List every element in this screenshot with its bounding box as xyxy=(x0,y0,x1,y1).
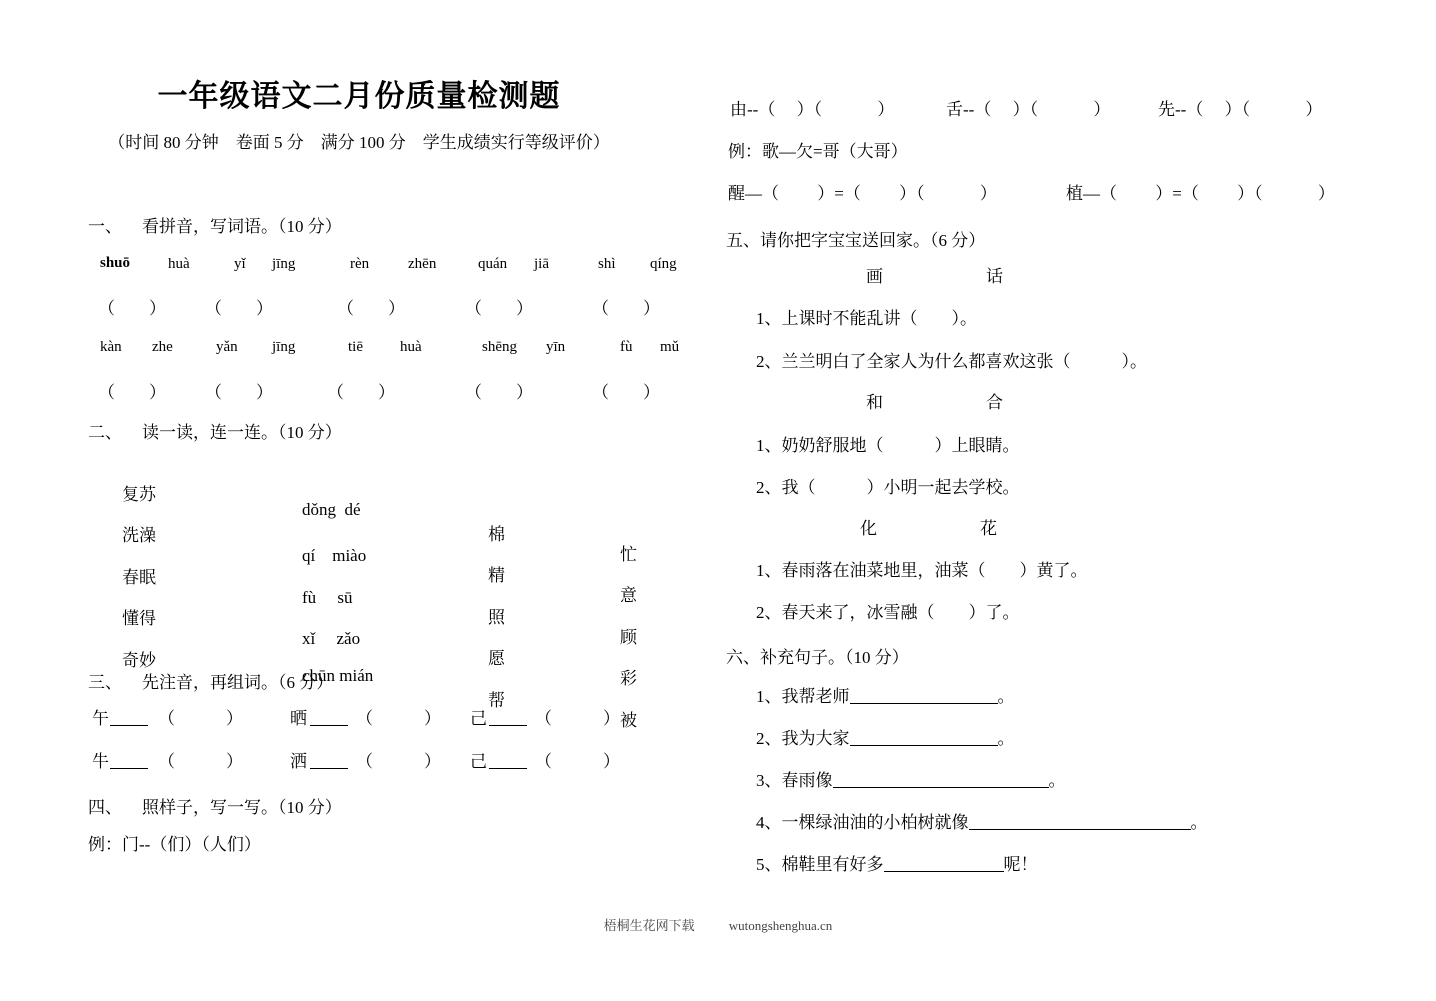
pinyin-ren: rèn xyxy=(350,256,370,272)
six-item-1-num: 1、 xyxy=(756,687,782,707)
match-word-3[interactable]: 春眠 xyxy=(122,568,156,587)
section-four-heading xyxy=(88,793,342,818)
match-char4-3[interactable]: 顾 xyxy=(620,628,637,647)
match-char4-2[interactable]: 意 xyxy=(620,586,637,605)
pinyin-yan: yǎn xyxy=(216,339,238,355)
pinyin-sheng: shēng xyxy=(482,339,517,355)
answer-slot-2-2[interactable]: （ ） xyxy=(205,383,273,402)
zhuyin-paren-1-2[interactable]: （ ） xyxy=(356,709,441,728)
zhuyin-blank-2-1[interactable] xyxy=(110,753,148,769)
five-group1-char-a[interactable]: 画 xyxy=(866,267,883,286)
match-char3-5[interactable]: 帮 xyxy=(488,691,505,710)
match-pinyin-2[interactable]: qí miào xyxy=(302,546,367,565)
section-four-example: 例：门--（们）（人们） xyxy=(88,835,261,854)
six-item-5-num: 5、 xyxy=(756,855,782,875)
four-row1-char3[interactable]: 先--（ ）（ ） xyxy=(1158,100,1323,119)
six-item-2-text: 我为大家 xyxy=(781,729,850,749)
zhuyin-blank-1-2[interactable] xyxy=(310,710,348,726)
zhuyin-char-2-2[interactable]: 洒 xyxy=(290,752,307,771)
six-item-4-after: 。 xyxy=(1190,813,1208,833)
answer-slot-2-1[interactable]: （ ） xyxy=(98,383,166,402)
match-char4-1[interactable]: 忙 xyxy=(620,545,637,564)
match-char4-5[interactable]: 被 xyxy=(620,711,637,730)
pinyin-kan: kàn xyxy=(100,339,122,355)
zhuyin-paren-1-3[interactable]: （ ） xyxy=(535,709,620,728)
pinyin-shi: shì xyxy=(598,256,616,272)
five-group1-item-2[interactable]: 2、兰兰明白了全家人为什么都喜欢这张（ ）。 xyxy=(756,352,1147,371)
match-word-5[interactable]: 奇妙 xyxy=(122,651,156,670)
zhuyin-char-1-3[interactable]: 己 xyxy=(470,709,487,728)
pinyin-tie: tiē xyxy=(348,339,363,355)
five-group2-item-1[interactable]: 1、奶奶舒服地（ ）上眼睛。 xyxy=(756,436,1020,455)
match-char3-3[interactable]: 照 xyxy=(488,608,505,627)
answer-slot-1-5[interactable]: （ ） xyxy=(592,299,660,318)
five-group3-item-1[interactable]: 1、春雨落在油菜地里，油菜（ ）黄了。 xyxy=(756,561,1088,580)
six-item-4[interactable] xyxy=(756,813,1208,831)
six-item-1-text: 我帮老师 xyxy=(781,687,850,707)
six-item-5-after: 呢！ xyxy=(1003,855,1038,875)
pinyin-jia: jiā xyxy=(534,256,549,272)
footer xyxy=(0,915,1436,934)
five-group3-char-b[interactable]: 花 xyxy=(980,519,997,538)
six-item-5[interactable] xyxy=(756,855,1038,873)
pinyin-quan: quán xyxy=(478,256,508,272)
zhuyin-paren-1-1[interactable]: （ ） xyxy=(158,709,243,728)
zhuyin-blank-1-3[interactable] xyxy=(489,710,527,726)
five-group3-item-2[interactable]: 2、春天来了，冰雪融（ ）了。 xyxy=(756,603,1020,622)
six-item-2-after: 。 xyxy=(997,729,1015,749)
pinyin-yin: yīn xyxy=(546,339,566,355)
five-group2-char-b[interactable]: 合 xyxy=(986,393,1003,412)
footer-site: wutongshenghua.cn xyxy=(728,918,833,933)
six-item-2[interactable] xyxy=(756,729,1015,747)
match-pinyin-4[interactable]: xǐ zǎo xyxy=(302,629,361,648)
section-three-number: 三、 xyxy=(88,673,122,692)
match-char3-2[interactable]: 精 xyxy=(488,566,505,585)
section-three-heading xyxy=(88,668,333,693)
section-five-heading xyxy=(726,226,985,251)
section-two-number: 二、 xyxy=(88,423,122,442)
section-four-number: 四、 xyxy=(88,798,122,817)
six-item-3-num: 3、 xyxy=(756,771,782,791)
answer-slot-1-4[interactable]: （ ） xyxy=(465,299,533,318)
answer-slot-2-4[interactable]: （ ） xyxy=(465,383,533,402)
six-item-2-blank[interactable] xyxy=(850,729,998,746)
four-char-xian: 先 xyxy=(1158,100,1175,119)
zhuyin-blank-2-3[interactable] xyxy=(489,753,527,769)
zhuyin-blank-2-2[interactable] xyxy=(310,753,348,769)
answer-slot-2-3[interactable]: （ ） xyxy=(327,383,395,402)
pinyin-fu: fù xyxy=(620,339,633,355)
four-char-xing: 醒 xyxy=(728,184,745,203)
section-six-heading xyxy=(726,643,909,668)
match-pinyin-3[interactable]: fù sū xyxy=(302,588,353,607)
page-title: 一年级语文二月份质量检测题 xyxy=(157,80,561,113)
six-item-3-after: 。 xyxy=(1048,771,1066,791)
six-item-4-text: 一棵绿油油的小柏树就像 xyxy=(781,813,969,833)
six-item-1-blank[interactable] xyxy=(850,687,998,704)
zhuyin-char-2-3[interactable]: 己 xyxy=(470,752,487,771)
five-group1-char-b[interactable]: 话 xyxy=(986,267,1003,286)
six-item-4-blank[interactable] xyxy=(969,813,1191,830)
zhuyin-blank-1-1[interactable] xyxy=(110,710,148,726)
right-column xyxy=(718,0,1436,1001)
pinyin-hua-2: huà xyxy=(400,339,422,355)
section-four-title: 照样子，写一写。（10 分） xyxy=(142,798,342,817)
five-group2-item-2[interactable]: 2、我（ ）小明一起去学校。 xyxy=(756,478,1020,497)
four-row1-char1[interactable]: 由--（ ）（ ） xyxy=(730,100,895,119)
four-row2-char1[interactable]: 醒—（ ）=（ ）（ ） xyxy=(728,184,997,203)
six-item-3-text: 春雨像 xyxy=(781,771,833,791)
section-five-number: 五、 xyxy=(726,231,760,250)
six-item-1[interactable] xyxy=(756,687,1015,705)
section-one-number: 一、 xyxy=(88,217,122,236)
pinyin-zhen: zhēn xyxy=(408,256,437,272)
section-one-title: 看拼音，写词语。（10 分） xyxy=(142,217,342,236)
four-row1-char2[interactable]: 舌--（ ）（ ） xyxy=(946,100,1111,119)
answer-slot-1-2[interactable]: （ ） xyxy=(205,299,273,318)
section-two-heading xyxy=(88,418,342,443)
answer-slot-1-3[interactable]: （ ） xyxy=(337,299,405,318)
pinyin-qing: qíng xyxy=(650,256,677,272)
four-char-she: 舌 xyxy=(946,100,963,119)
pinyin-mu: mǔ xyxy=(660,339,680,355)
five-group1-item-1[interactable]: 1、上课时不能乱讲（ ）。 xyxy=(756,309,977,328)
six-item-5-blank[interactable] xyxy=(884,855,1004,872)
section-one-heading xyxy=(88,212,342,237)
pinyin-yi: yǐ xyxy=(234,256,246,272)
pinyin-shuo: shuō xyxy=(100,255,131,271)
section-five-title: 请你把字宝宝送回家。（6 分） xyxy=(760,231,986,250)
section-three-title: 先注音，再组词。（6 分） xyxy=(142,673,334,692)
zhuyin-char-1-1[interactable]: 午 xyxy=(92,709,109,728)
six-item-3-blank[interactable] xyxy=(833,771,1049,788)
section-six-number: 六、 xyxy=(726,648,760,667)
match-word-4[interactable]: 懂得 xyxy=(122,609,156,628)
answer-slot-1-1[interactable]: （ ） xyxy=(98,299,166,318)
page-subtitle: （时间 80 分钟 卷面 5 分 满分 100 分 学生成绩实行等级评价） xyxy=(108,133,610,152)
six-item-4-num: 4、 xyxy=(756,813,782,833)
match-word-2[interactable]: 洗澡 xyxy=(122,526,156,545)
match-char4-4[interactable]: 彩 xyxy=(620,669,637,688)
six-item-2-num: 2、 xyxy=(756,729,782,749)
pinyin-zhe: zhe xyxy=(152,339,173,355)
six-item-3[interactable] xyxy=(756,771,1066,789)
section-two-title: 读一读，连一连。（10 分） xyxy=(142,423,342,442)
pinyin-hua: huà xyxy=(168,256,190,272)
six-item-1-after: 。 xyxy=(997,687,1015,707)
section-six-title: 补充句子。（10 分） xyxy=(760,648,909,667)
zhuyin-char-2-1[interactable]: 牛 xyxy=(92,752,109,771)
zhuyin-paren-2-2[interactable]: （ ） xyxy=(356,752,441,771)
four-row2-char2[interactable]: 植—（ ）=（ ）（ ） xyxy=(1066,184,1335,203)
six-item-5-text: 棉鞋里有好多 xyxy=(781,855,884,875)
section-four-example-2: 例：歌—欠=哥（大哥） xyxy=(728,142,908,161)
zhuyin-paren-2-3[interactable]: （ ） xyxy=(535,752,620,771)
four-char-you: 由 xyxy=(730,100,747,119)
match-char3-4[interactable]: 愿 xyxy=(488,649,505,668)
four-char-zhi: 植 xyxy=(1066,184,1083,203)
five-group2-char-a[interactable]: 和 xyxy=(866,393,883,412)
five-group3-char-a[interactable]: 化 xyxy=(860,519,877,538)
zhuyin-paren-2-1[interactable]: （ ） xyxy=(158,752,243,771)
zhuyin-char-1-2[interactable]: 晒 xyxy=(290,709,307,728)
match-word-1[interactable]: 复苏 xyxy=(122,485,156,504)
pinyin-jing: jīng xyxy=(272,256,296,272)
match-pinyin-5[interactable]: chūn mián xyxy=(302,666,374,685)
match-pinyin-1[interactable]: dǒng dé xyxy=(302,500,361,519)
pinyin-jing-2: jīng xyxy=(272,339,296,355)
footer-label: 梧桐生花网下载 xyxy=(603,918,695,933)
match-char3-1[interactable]: 棉 xyxy=(488,525,505,544)
answer-slot-2-5[interactable]: （ ） xyxy=(592,383,660,402)
